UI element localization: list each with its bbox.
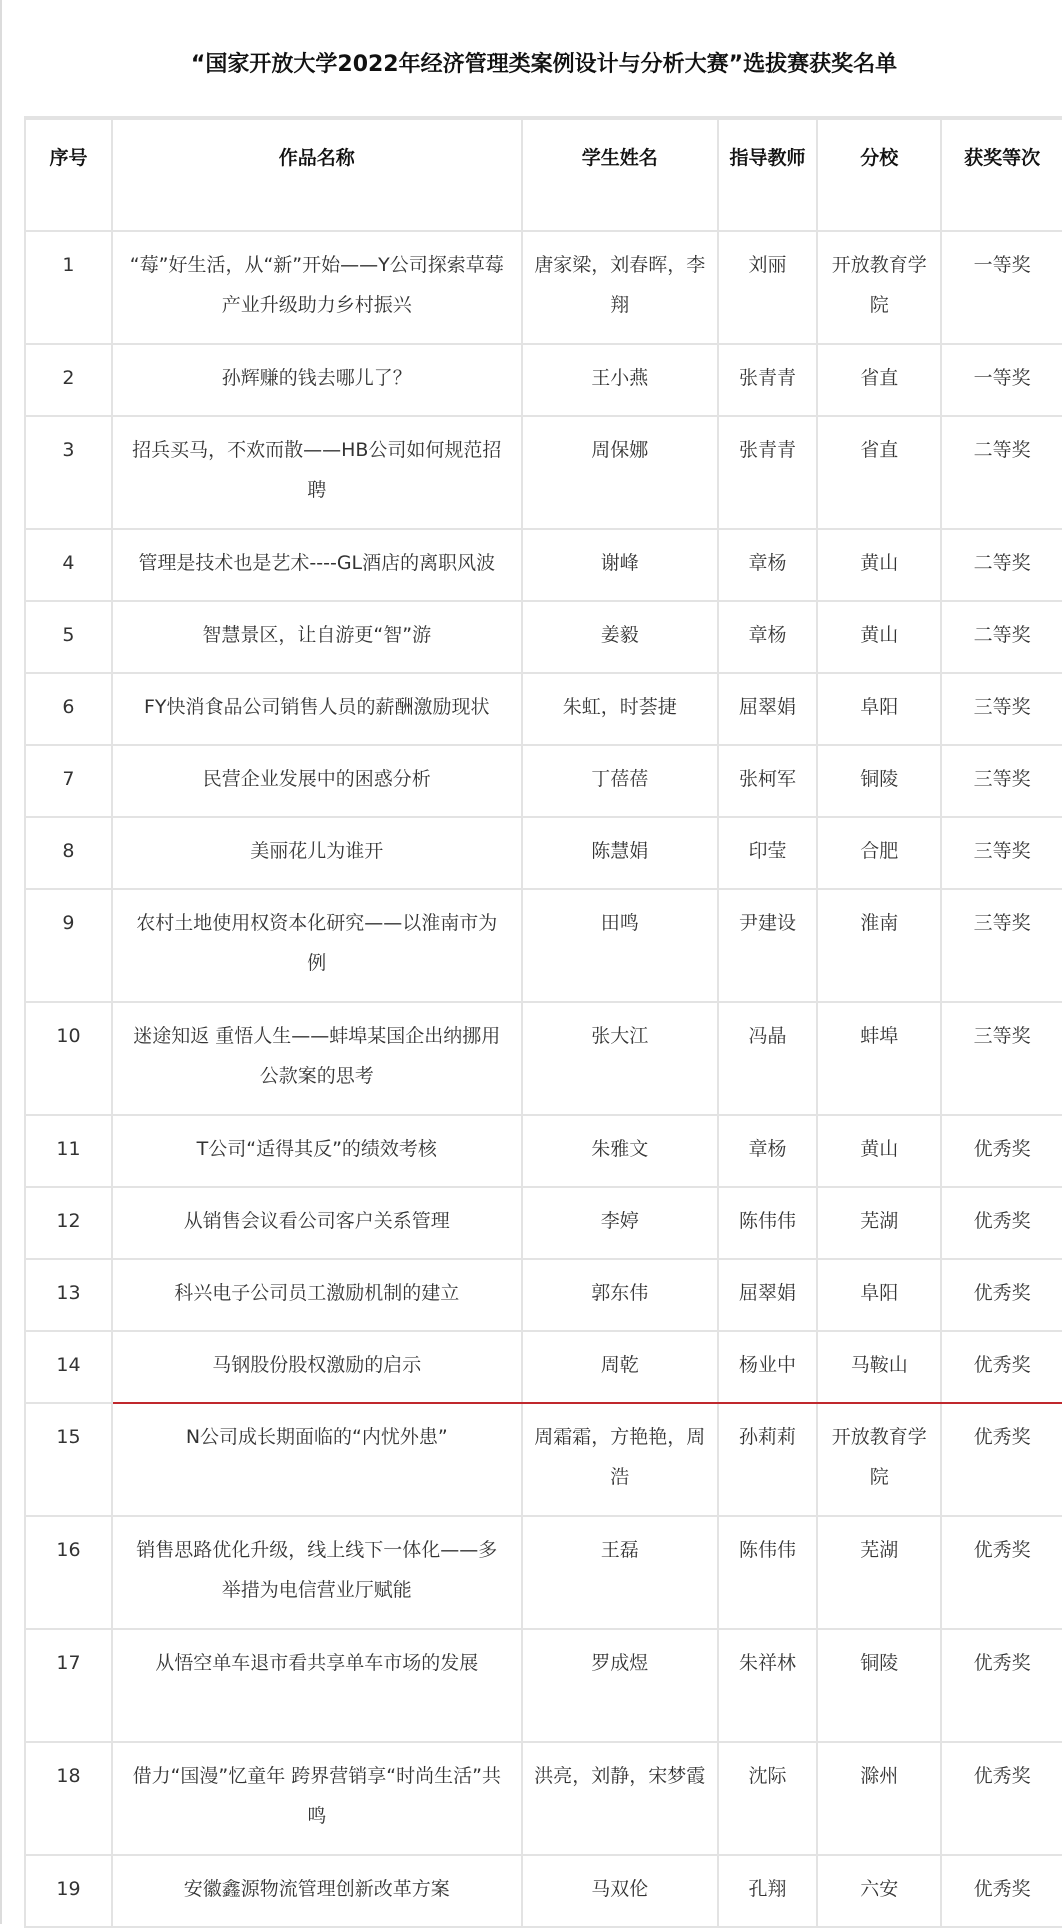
column-header-branch: 分校	[817, 119, 941, 231]
cell-teacher: 章杨	[718, 601, 817, 673]
cell-teacher: 沈际	[718, 1742, 817, 1855]
cell-teacher: 张青青	[718, 416, 817, 529]
cell-work: N公司成长期面临的“内忧外患”	[112, 1403, 522, 1516]
cell-work: 美丽花儿为谁开	[112, 817, 522, 889]
table-row	[25, 1403, 1062, 1516]
table-row	[25, 889, 1062, 1002]
cell-award: 优秀奖	[941, 1855, 1062, 1927]
cell-work: 孙辉赚的钱去哪儿了？	[112, 344, 522, 416]
cell-work: 农村土地使用权资本化研究——以淮南市为例	[112, 889, 522, 1002]
cell-award: 优秀奖	[941, 1742, 1062, 1855]
cell-no: 2	[25, 344, 112, 416]
column-header-award: 获奖等次	[941, 119, 1062, 231]
column-header-work: 作品名称	[112, 119, 522, 231]
cell-work: 科兴电子公司员工激励机制的建立	[112, 1259, 522, 1331]
header-row	[25, 119, 1062, 231]
table-row	[25, 1002, 1062, 1115]
award-table	[24, 118, 1062, 1928]
cell-teacher: 印莹	[718, 817, 817, 889]
cell-students: 田鸣	[522, 889, 718, 1002]
table-row	[25, 745, 1062, 817]
cell-teacher: 尹建设	[718, 889, 817, 1002]
cell-students: 罗成煜	[522, 1629, 718, 1742]
cell-award: 三等奖	[941, 673, 1062, 745]
cell-teacher: 张青青	[718, 344, 817, 416]
cell-award: 优秀奖	[941, 1187, 1062, 1259]
cell-no: 9	[25, 889, 112, 1002]
cell-award: 三等奖	[941, 817, 1062, 889]
cell-no: 11	[25, 1115, 112, 1187]
cell-branch: 滁州	[817, 1742, 941, 1855]
cell-students: 谢峰	[522, 529, 718, 601]
cell-branch: 开放教育学院	[817, 1403, 941, 1516]
cell-students: 郭东伟	[522, 1259, 718, 1331]
cell-no: 10	[25, 1002, 112, 1115]
cell-branch: 芜湖	[817, 1516, 941, 1629]
cell-no: 13	[25, 1259, 112, 1331]
cell-award: 二等奖	[941, 529, 1062, 601]
cell-teacher: 冯晶	[718, 1002, 817, 1115]
cell-no: 5	[25, 601, 112, 673]
column-header-no: 序号	[25, 119, 112, 231]
cell-no: 15	[25, 1403, 112, 1516]
cell-no: 19	[25, 1855, 112, 1927]
column-header-teacher: 指导教师	[718, 119, 817, 231]
cell-branch: 蚌埠	[817, 1002, 941, 1115]
cell-branch: 省直	[817, 416, 941, 529]
cell-teacher: 屈翠娟	[718, 1259, 817, 1331]
cell-award: 优秀奖	[941, 1331, 1062, 1403]
table-row	[25, 416, 1062, 529]
table-row	[25, 1259, 1062, 1331]
cell-no: 12	[25, 1187, 112, 1259]
page-title: “国家开放大学2022年经济管理类案例设计与分析大赛”选拔赛获奖名单	[24, 0, 1062, 118]
cell-no: 8	[25, 817, 112, 889]
cell-branch: 黄山	[817, 601, 941, 673]
cell-students: 丁蓓蓓	[522, 745, 718, 817]
cell-award: 三等奖	[941, 1002, 1062, 1115]
column-header-students: 学生姓名	[522, 119, 718, 231]
cell-award: 三等奖	[941, 889, 1062, 1002]
cell-students: 姜毅	[522, 601, 718, 673]
cell-students: 唐家梁，刘春晖，李翔	[522, 231, 718, 344]
table-row	[25, 673, 1062, 745]
cell-work: 智慧景区，让自游更“智”游	[112, 601, 522, 673]
cell-award: 优秀奖	[941, 1629, 1062, 1742]
cell-branch: 铜陵	[817, 1629, 941, 1742]
cell-teacher: 陈伟伟	[718, 1516, 817, 1629]
cell-no: 14	[25, 1331, 112, 1403]
cell-teacher: 朱祥林	[718, 1629, 817, 1742]
cell-no: 16	[25, 1516, 112, 1629]
cell-no: 4	[25, 529, 112, 601]
table-row	[25, 1629, 1062, 1742]
cell-work: 借力“国漫”忆童年 跨界营销享“时尚生活”共鸣	[112, 1742, 522, 1855]
cell-branch: 开放教育学院	[817, 231, 941, 344]
table-row	[25, 1516, 1062, 1629]
cell-branch: 阜阳	[817, 673, 941, 745]
cell-students: 陈慧娟	[522, 817, 718, 889]
cell-work: 马钢股份股权激励的启示	[112, 1331, 522, 1403]
cell-no: 6	[25, 673, 112, 745]
cell-no: 3	[25, 416, 112, 529]
cell-award: 三等奖	[941, 745, 1062, 817]
table-row	[25, 1742, 1062, 1855]
cell-no: 18	[25, 1742, 112, 1855]
cell-work: 销售思路优化升级，线上线下一体化——多举措为电信营业厅赋能	[112, 1516, 522, 1629]
cell-no: 17	[25, 1629, 112, 1742]
table-header	[25, 119, 1062, 231]
cell-branch: 黄山	[817, 1115, 941, 1187]
table-row	[25, 1187, 1062, 1259]
cell-branch: 六安	[817, 1855, 941, 1927]
table-row	[25, 529, 1062, 601]
cell-students: 周霜霜，方艳艳，周浩	[522, 1403, 718, 1516]
cell-branch: 阜阳	[817, 1259, 941, 1331]
cell-students: 洪亮，刘静，宋梦霞	[522, 1742, 718, 1855]
cell-branch: 黄山	[817, 529, 941, 601]
cell-no: 1	[25, 231, 112, 344]
cell-students: 王磊	[522, 1516, 718, 1629]
cell-branch: 淮南	[817, 889, 941, 1002]
cell-work: 管理是技术也是艺术----GL酒店的离职风波	[112, 529, 522, 601]
cell-teacher: 章杨	[718, 1115, 817, 1187]
cell-work: “莓”好生活，从“新”开始——Y公司探索草莓产业升级助力乡村振兴	[112, 231, 522, 344]
cell-students: 朱雅文	[522, 1115, 718, 1187]
table-body	[25, 231, 1062, 1927]
table-row	[25, 601, 1062, 673]
cell-branch: 省直	[817, 344, 941, 416]
cell-award: 优秀奖	[941, 1403, 1062, 1516]
table-row	[25, 1855, 1062, 1927]
cell-branch: 合肥	[817, 817, 941, 889]
cell-branch: 马鞍山	[817, 1331, 941, 1403]
table-row	[25, 1115, 1062, 1187]
cell-award: 优秀奖	[941, 1115, 1062, 1187]
cell-work: 民营企业发展中的困惑分析	[112, 745, 522, 817]
cell-students: 李婷	[522, 1187, 718, 1259]
table-row	[25, 817, 1062, 889]
cell-award: 一等奖	[941, 231, 1062, 344]
cell-teacher: 杨业中	[718, 1331, 817, 1403]
cell-teacher: 孙莉莉	[718, 1403, 817, 1516]
cell-award: 优秀奖	[941, 1259, 1062, 1331]
cell-students: 张大江	[522, 1002, 718, 1115]
cell-work: 迷途知返 重悟人生——蚌埠某国企出纳挪用公款案的思考	[112, 1002, 522, 1115]
cell-work: 招兵买马，不欢而散——HB公司如何规范招聘	[112, 416, 522, 529]
cell-work: FY快消食品公司销售人员的薪酬激励现状	[112, 673, 522, 745]
cell-teacher: 章杨	[718, 529, 817, 601]
cell-students: 周保娜	[522, 416, 718, 529]
cell-students: 周乾	[522, 1331, 718, 1403]
table-row	[25, 344, 1062, 416]
cell-students: 王小燕	[522, 344, 718, 416]
cell-work: 安徽鑫源物流管理创新改革方案	[112, 1855, 522, 1927]
cell-award: 二等奖	[941, 601, 1062, 673]
cell-award: 一等奖	[941, 344, 1062, 416]
cell-branch: 芜湖	[817, 1187, 941, 1259]
cell-work: 从销售会议看公司客户关系管理	[112, 1187, 522, 1259]
cell-teacher: 陈伟伟	[718, 1187, 817, 1259]
cell-students: 朱虹，时荟捷	[522, 673, 718, 745]
table-row	[25, 231, 1062, 344]
cell-teacher: 张柯军	[718, 745, 817, 817]
cell-teacher: 孔翔	[718, 1855, 817, 1927]
cell-no: 7	[25, 745, 112, 817]
cell-award: 优秀奖	[941, 1516, 1062, 1629]
cell-teacher: 屈翠娟	[718, 673, 817, 745]
cell-work: 从悟空单车退市看共享单车市场的发展	[112, 1629, 522, 1742]
cell-work: T公司“适得其反”的绩效考核	[112, 1115, 522, 1187]
cell-teacher: 刘丽	[718, 231, 817, 344]
table-row	[25, 1331, 1062, 1403]
cell-award: 二等奖	[941, 416, 1062, 529]
cell-branch: 铜陵	[817, 745, 941, 817]
cell-students: 马双伦	[522, 1855, 718, 1927]
